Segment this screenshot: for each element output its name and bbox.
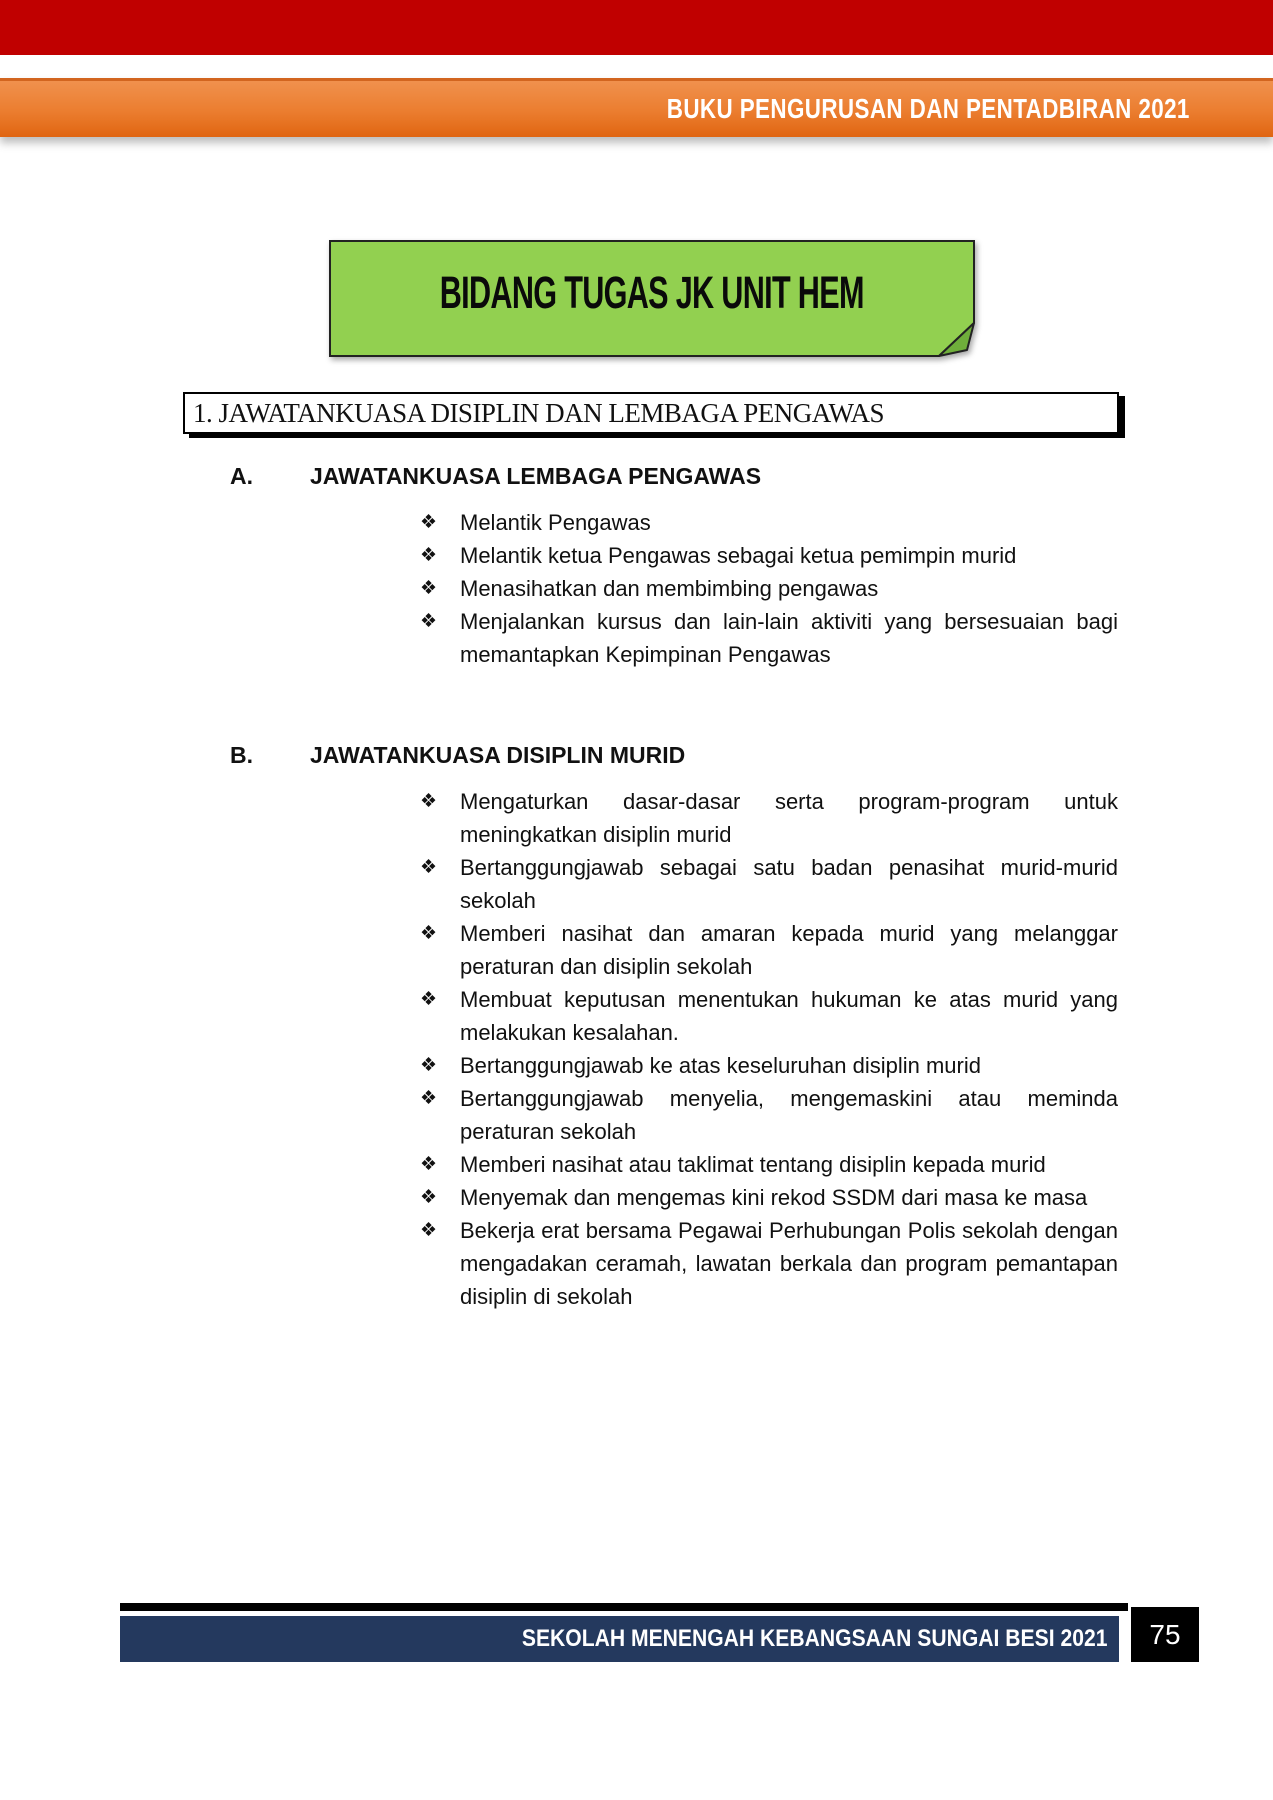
- bullet-diamond-icon: ❖: [420, 1088, 438, 1109]
- list-item-text: Bekerja erat bersama Pegawai Perhubungan Polis sekolah dengan mengadakan ceramah, lawatan berkala dan program pemantapan disiplin di sekolah: [460, 1218, 1118, 1309]
- page-number: 75: [1149, 1618, 1181, 1650]
- list-item: [420, 917, 1118, 983]
- bullet-diamond-icon: ❖: [420, 545, 438, 566]
- header-title: BUKU PENGURUSAN DAN PENTADBIRAN 2021: [666, 93, 1190, 124]
- list-item-text: Membuat keputusan menentukan hukuman ke atas murid yang melakukan kesalahan.: [460, 987, 1118, 1045]
- bullet-list: [420, 506, 1118, 671]
- list-item: [420, 506, 1118, 539]
- committee-heading: [230, 460, 1118, 493]
- section-heading-box: [183, 392, 1119, 434]
- list-item: [420, 539, 1118, 572]
- header-banner: [0, 78, 1273, 137]
- list-item-text: Menjalankan kursus dan lain-lain aktiviti yang bersesuaian bagi memantapkan Kepimpinan Pengawas: [460, 609, 1118, 667]
- list-item: [420, 851, 1118, 917]
- list-item: [420, 605, 1118, 671]
- committee-section: [230, 460, 1118, 671]
- page-title: BIDANG TUGAS JK UNIT HEM: [439, 267, 864, 318]
- list-item-text: Bertanggungjawab ke atas keseluruhan disiplin murid: [460, 1053, 981, 1078]
- section-heading: 1. JAWATANKUASA DISIPLIN DAN LEMBAGA PENGAWAS: [193, 397, 885, 428]
- list-item-text: Melantik Pengawas: [460, 510, 651, 535]
- footer-bar: [120, 1616, 1119, 1662]
- bullet-diamond-icon: ❖: [420, 512, 438, 533]
- top-red-bar: [0, 0, 1273, 55]
- page-number-box: [1131, 1607, 1199, 1662]
- bullet-diamond-icon: ❖: [420, 1154, 438, 1175]
- bullet-list: [420, 785, 1118, 1313]
- bullet-diamond-icon: ❖: [420, 611, 438, 632]
- bullet-diamond-icon: ❖: [420, 578, 438, 599]
- bullet-diamond-icon: ❖: [420, 1055, 438, 1076]
- section-letter: A.: [230, 463, 253, 489]
- list-item: [420, 983, 1118, 1049]
- bullet-diamond-icon: ❖: [420, 1220, 438, 1241]
- list-item-text: Bertanggungjawab menyelia, mengemaskini atau meminda peraturan sekolah: [460, 1086, 1118, 1144]
- list-item: [420, 572, 1118, 605]
- list-item-text: Bertanggungjawab sebagai satu badan penasihat murid-murid sekolah: [460, 855, 1118, 913]
- list-item-text: Memberi nasihat dan amaran kepada murid yang melanggar peraturan dan disiplin sekolah: [460, 921, 1118, 979]
- list-item: [420, 1082, 1118, 1148]
- footer-rule: [120, 1603, 1128, 1611]
- bullet-diamond-icon: ❖: [420, 923, 438, 944]
- list-item-text: Mengaturkan dasar-dasar serta program-program untuk meningkatkan disiplin murid: [460, 789, 1118, 847]
- content-area: [230, 460, 1118, 1313]
- committee-section: [230, 739, 1118, 1313]
- section-letter: B.: [230, 742, 253, 768]
- section-title: JAWATANKUASA DISIPLIN MURID: [310, 742, 686, 768]
- bullet-diamond-icon: ❖: [420, 791, 438, 812]
- committee-heading: [230, 739, 1118, 772]
- list-item-text: Memberi nasihat atau taklimat tentang disiplin kepada murid: [460, 1152, 1046, 1177]
- list-item: [420, 1148, 1118, 1181]
- list-item: [420, 1049, 1118, 1082]
- bullet-diamond-icon: ❖: [420, 857, 438, 878]
- bullet-diamond-icon: ❖: [420, 1187, 438, 1208]
- section-title: JAWATANKUASA LEMBAGA PENGAWAS: [310, 463, 762, 489]
- footer-school-name: SEKOLAH MENENGAH KEBANGSAAN SUNGAI BESI 2021: [521, 1625, 1107, 1652]
- list-item-text: Menyemak dan mengemas kini rekod SSDM dari masa ke masa: [460, 1185, 1088, 1210]
- list-item: [420, 785, 1118, 851]
- list-item-text: Menasihatkan dan membimbing pengawas: [460, 576, 879, 601]
- bullet-diamond-icon: ❖: [420, 989, 438, 1010]
- list-item-text: Melantik ketua Pengawas sebagai ketua pemimpin murid: [460, 543, 1017, 568]
- list-item: [420, 1214, 1118, 1313]
- title-plaque: [329, 240, 975, 358]
- list-item: [420, 1181, 1118, 1214]
